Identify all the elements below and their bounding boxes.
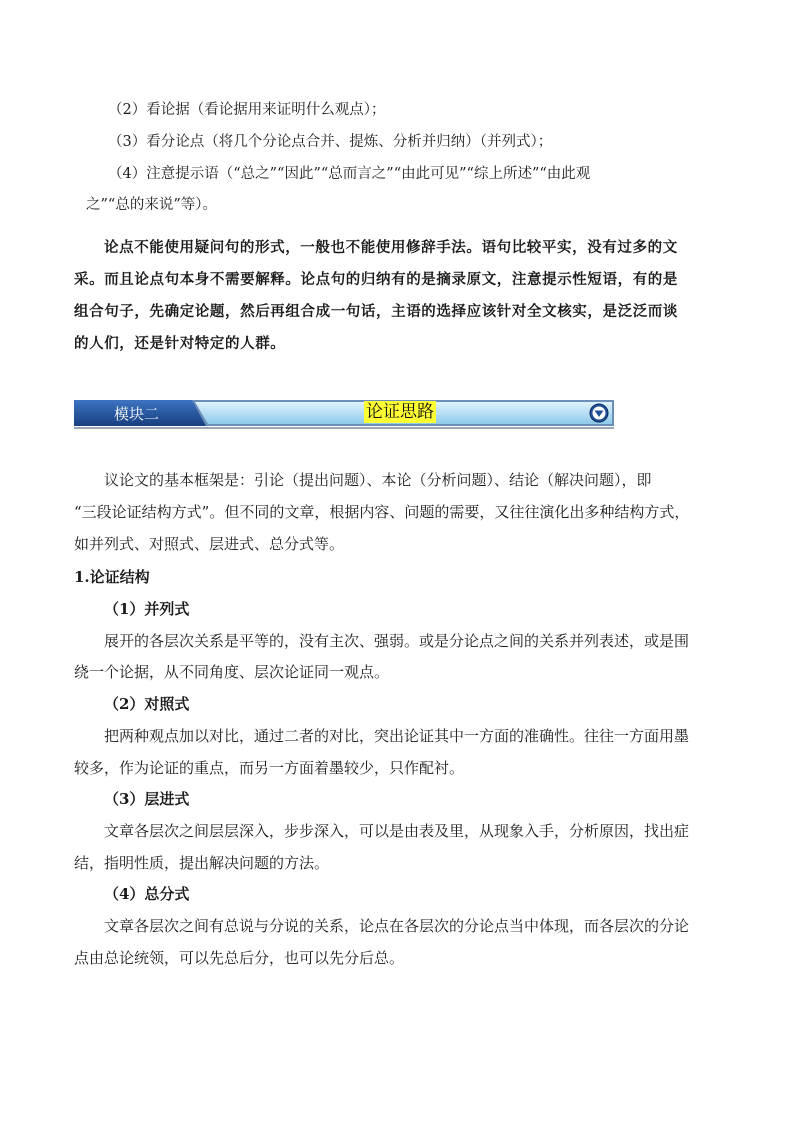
structure-title: （3）层进式 <box>104 790 190 808</box>
chevron-down-circle-icon[interactable] <box>589 403 609 423</box>
section-heading: 1.论证结构 <box>74 568 150 586</box>
structure-desc: 点由总论统领，可以先总后分，也可以先分后总。 <box>74 949 405 967</box>
note-line: 组合句子，先确定论题，然后再组合成一句话，主语的选择应该针对全文核实，是泛泛而谈 <box>74 304 678 320</box>
module-banner <box>74 398 616 430</box>
structure-desc: 展开的各层次关系是平等的，没有主次、强弱。或是分论点之间的关系并列表述，或是围 <box>104 632 690 650</box>
module-label: 模块二 <box>114 405 160 423</box>
module-title: 论证思路 <box>366 402 434 422</box>
framework-line: 如并列式、对照式、层进式、总分式等。 <box>74 535 345 553</box>
note-line: 的人们，还是针对特定的人群。 <box>74 336 286 352</box>
structure-title: （4）总分式 <box>104 885 190 903</box>
structure-desc: 文章各层次之间有总说与分说的关系，论点在各层次的分论点当中体现，而各层次的分论 <box>104 917 690 935</box>
structure-title: （1）并列式 <box>104 600 190 618</box>
structure-desc: 较多，作为论证的重点，而另一方面着墨较少，只作配衬。 <box>74 759 465 777</box>
structure-desc: 把两种观点加以对比，通过二者的对比，突出论证其中一方面的准确性。往往一方面用墨 <box>104 727 690 745</box>
framework-line: 议论文的基本框架是：引论（提出问题）、本论（分析问题）、结论（解决问题），即 <box>104 471 652 489</box>
framework-line: “三段论证结构方式”。但不同的文章，根据内容、问题的需要，又往往演化出多种结构方式， <box>74 503 690 521</box>
list-item-2: （2）看论据（看论据用来证明什么观点）； <box>108 102 386 118</box>
structure-desc: 结，指明性质，提出解决问题的方法。 <box>74 854 330 872</box>
structure-desc: 绕一个论据，从不同角度、层次论证同一观点。 <box>74 663 390 681</box>
structure-title: （2）对照式 <box>104 695 190 713</box>
note-line: 论点不能使用疑问句的形式，一般也不能使用修辞手法。语句比较平实，没有过多的文 <box>104 240 678 256</box>
list-item-3: （3）看分论点（将几个分论点合并、提炼、分析并归纳）（并列式）； <box>108 134 553 150</box>
list-item-4-cont: 之”“总的来说”等）。 <box>86 197 217 213</box>
list-item-4: （4）注意提示语（“总之”“因此”“总而言之”“由此可见”“综上所述”“由此观 <box>108 166 591 182</box>
note-line: 采。而且论点句本身不需要解释。论点句的归纳有的是摘录原文，注意提示性短语，有的是 <box>74 272 678 288</box>
structure-desc: 文章各层次之间层层深入，步步深入，可以是由表及里，从现象入手，分析原因，找出症 <box>104 822 690 840</box>
